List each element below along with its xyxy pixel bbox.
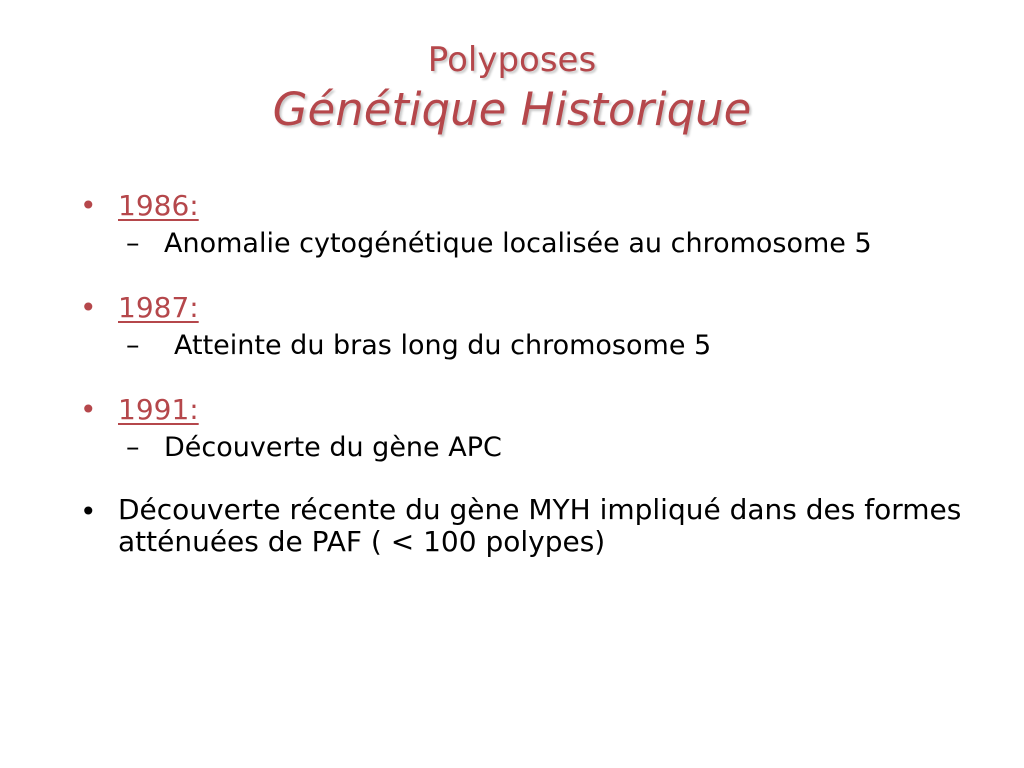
year-label: 1991: [118, 393, 199, 426]
dash-icon: – [126, 228, 140, 259]
year-label: 1987: [118, 291, 199, 324]
sub-item-text: Découverte du gène APC [164, 432, 502, 463]
slide-title [0, 38, 1024, 138]
bullet-icon: • [80, 291, 97, 324]
year-label: 1986: [118, 189, 199, 222]
bullet-item-myh [80, 494, 980, 558]
bullet-item-1987 [80, 290, 980, 364]
sub-item-text: Atteinte du bras long du chromosome 5 [174, 330, 712, 361]
dash-icon: – [126, 432, 140, 463]
bullet-item-1986 [80, 188, 980, 262]
sub-item [118, 328, 980, 364]
bullet-icon: • [80, 189, 97, 222]
sub-item [118, 430, 980, 466]
bullet-icon: • [80, 495, 97, 528]
bullet-item-1991 [80, 392, 980, 466]
bullet-list [80, 188, 980, 586]
bullet-text: Découverte récente du gène MYH impliqué dans des formes atténuées de PAF ( < 100 polypes) [118, 493, 962, 558]
dash-icon: – [126, 330, 140, 361]
bullet-icon: • [80, 393, 97, 426]
sub-item [118, 226, 980, 262]
title-line-polyposes: Polyposes [427, 40, 597, 80]
title-line-genetique-historique: Génétique Historique [272, 83, 752, 136]
sub-item-text: Anomalie cytogénétique localisée au chromosome 5 [164, 228, 872, 259]
